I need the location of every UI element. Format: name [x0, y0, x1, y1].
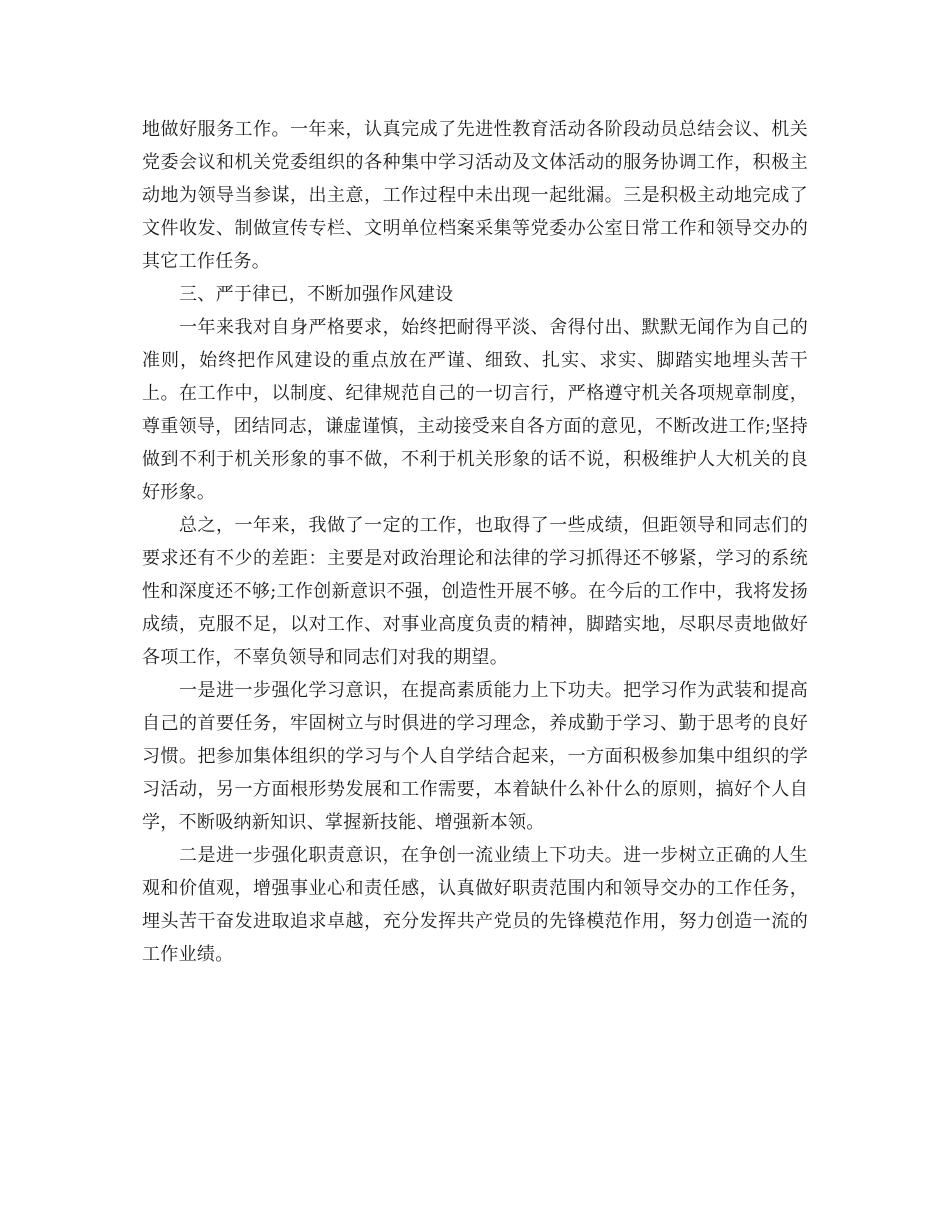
- paragraph-2: 一年来我对自身严格要求，始终把耐得平淡、舍得付出、默默无闻作为自己的准则，始终把作风建设的重点放在严谨、细致、扎实、求实、脚踏实地埋头苦干上。在工作中，以制度、纪律规范自己的一切言行，严格遵守机关各项规章制度，尊重领导，团结同志，谦虚谨慎，主动接受来自各方面的意见，不断改进工作;坚持做到不利于机关形象的事不做，不利于机关形象的话不说，积极维护人大机关的良好形象。: [142, 317, 808, 503]
- document-body: [142, 113, 808, 971]
- paragraph-1: 地做好服务工作。一年来，认真完成了先进性教育活动各阶段动员总结会议、机关党委会议和机关党委组织的各种集中学习活动及文体活动的服务协调工作，积极主动地为领导当参谋，出主意，工作过程中未出现一起纰漏。三是积极主动地完成了文件收发、制做宣传专栏、文明单位档案采集等党委办公室日常工作和领导交办的其它工作任务。: [142, 119, 808, 272]
- paragraph-summary: 总之，一年来，我做了一定的工作，也取得了一些成绩，但距领导和同志们的要求还有不少的差距：主要是对政治理论和法律的学习抓得还不够紧，学习的系统性和深度还不够;工作创新意识不强，创造性开展不够。在今后的工作中，我将发扬成绩，克服不足，以对工作、对事业高度负责的精神，脚踏实地，尽职尽责地做好各项工作，不辜负领导和同志们对我的期望。: [142, 515, 808, 668]
- section-heading-3: 三、严于律已，不断加强作风建设: [179, 284, 454, 305]
- paragraph-responsibility: 二是进一步强化职责意识，在争创一流业绩上下功夫。进一步树立正确的人生观和价值观，增强事业心和责任感，认真做好职责范围内和领导交办的工作任务，埋头苦干奋发进取追求卓越，充分发挥共产党员的先锋模范作用，努力创造一流的工作业绩。: [142, 845, 808, 965]
- paragraph-learning: 一是进一步强化学习意识，在提高素质能力上下功夫。把学习作为武装和提高自己的首要任务，牢固树立与时俱进的学习理念，养成勤于学习、勤于思考的良好习惯。把参加集体组织的学习与个人自学结合起来，一方面积极参加集中组织的学习活动，另一方面根形势发展和工作需要，本着缺什么补什么的原则，搞好个人自学，不断吸纳新知识、掌握新技能、增强新本领。: [142, 680, 808, 833]
